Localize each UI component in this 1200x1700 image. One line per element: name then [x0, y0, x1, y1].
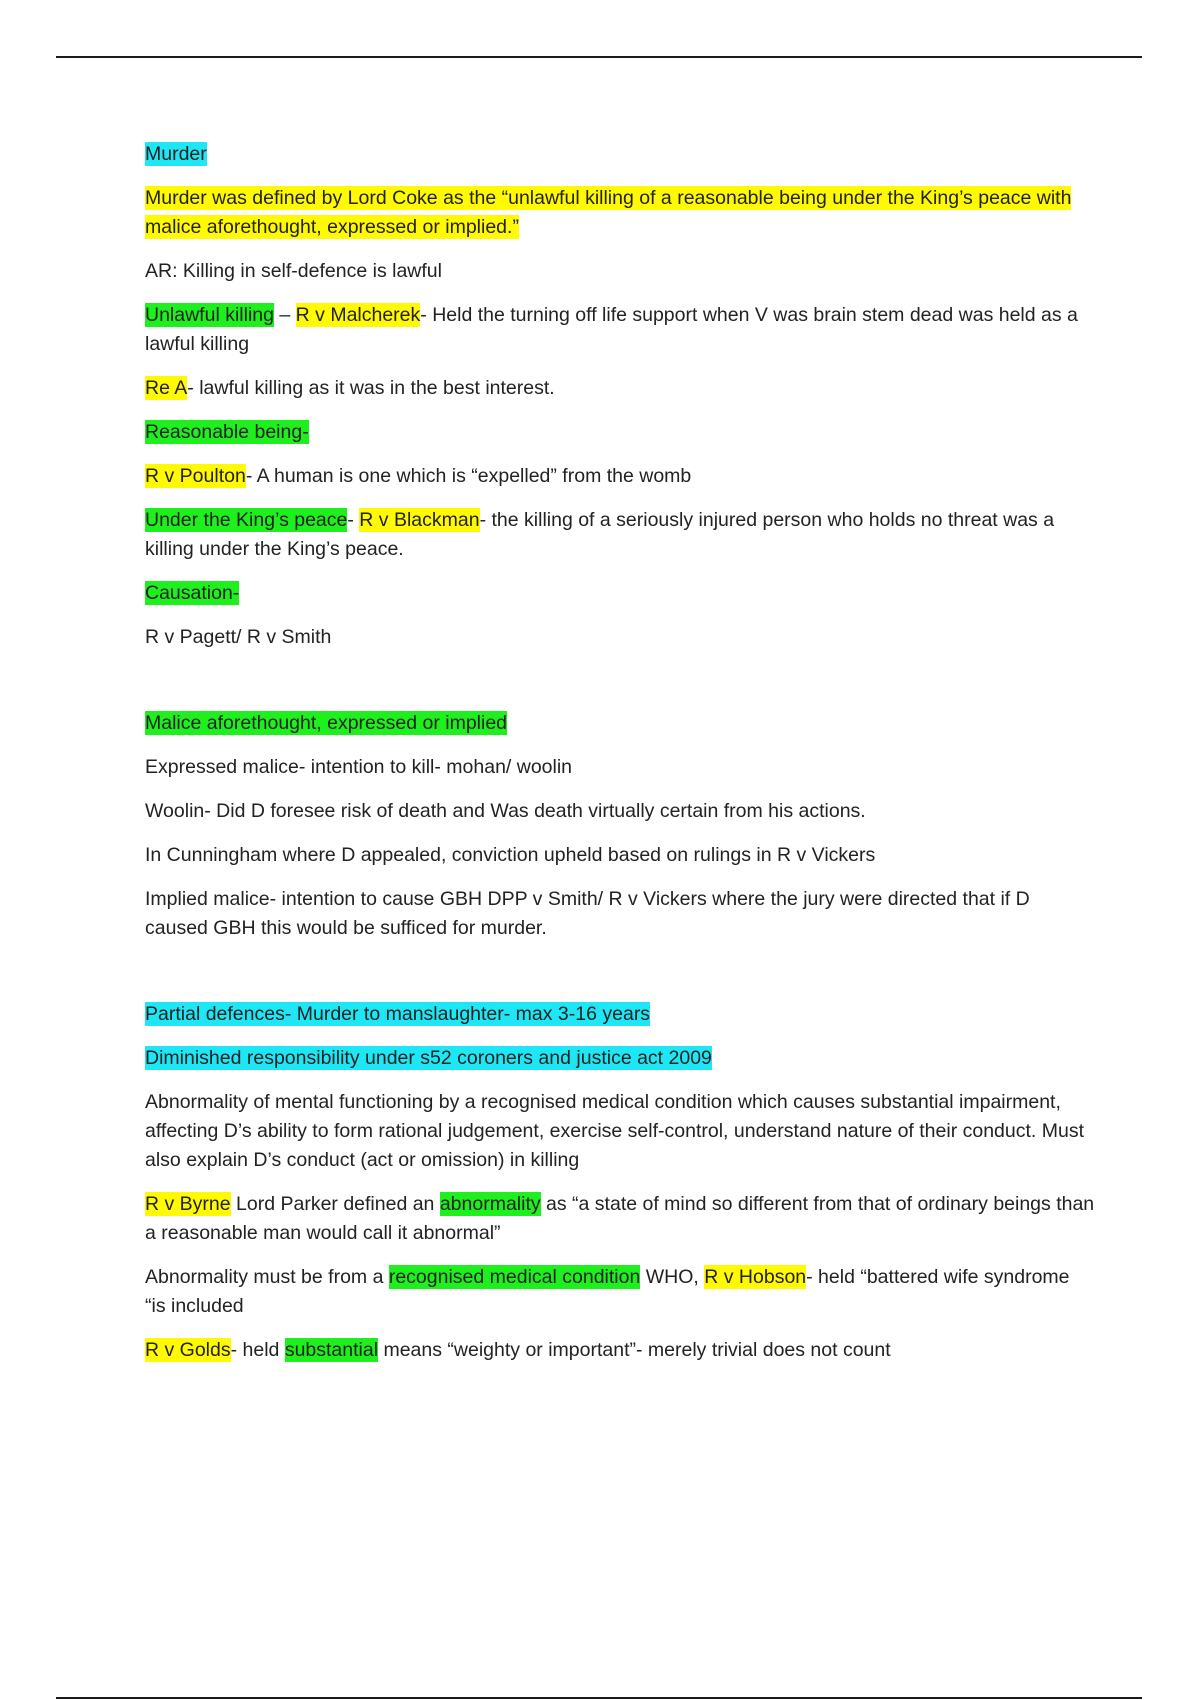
implied-malice: Implied malice- intention to cause GBH DPP v Smith/ R v Vickers where the jury were directed that if D caused GBH this would be sufficed for murder. [145, 888, 1030, 939]
murder-heading [145, 140, 1095, 169]
poulton-case: R v Poulton [145, 465, 246, 487]
re-a-paragraph [145, 374, 1095, 403]
unlawful-killing-label: Unlawful killing [145, 304, 274, 326]
partial-defences-heading [145, 1000, 1095, 1029]
reasonable-being-text: Reasonable being- [145, 421, 309, 443]
coke-definition-text: Murder was defined by Lord Coke as the “unlawful killing of a reasonable being under the King’s peace with malice aforethought, expressed or implied.” [145, 187, 1072, 238]
blackman-text: - the killing of a seriously injured person who holds no threat was a killing under the King’s peace. [145, 509, 1055, 560]
unlawful-killing-sep: – [273, 304, 296, 326]
byrne-text-1: Lord Parker defined an [230, 1193, 440, 1215]
medical-condition-term: recognised medical condition [388, 1266, 641, 1288]
footer-rule [56, 1697, 1142, 1699]
golds-paragraph [145, 1336, 1095, 1365]
golds-case: R v Golds [145, 1339, 231, 1361]
hobson-text-1: Abnormality must be from a [145, 1266, 389, 1288]
diminished-heading-text: Diminished responsibility under s52 coroners and justice act 2009 [145, 1047, 712, 1069]
abnormality-paragraph: Abnormality of mental functioning by a recognised medical condition which causes substantial impairment, affecting D’s ability to form rational judgement, exercise self-control, understand nature of their conduct. Must also explain D’s conduct (act or omission) in killing [145, 1091, 1085, 1171]
spacer [145, 667, 1095, 709]
kings-peace-sep: - [347, 509, 360, 531]
poulton-paragraph [145, 462, 1095, 491]
substantial-term: substantial [284, 1339, 379, 1361]
document-body [145, 140, 1095, 1380]
hobson-text-2: WHO, [640, 1266, 705, 1288]
kings-peace-label: Under the King’s peace [145, 509, 348, 531]
diminished-heading [145, 1044, 1095, 1073]
malcherek-text: - Held the turning off life support when V was brain stem dead was held as a lawful killing [145, 304, 1078, 355]
poulton-text: - A human is one which is “expelled” from the womb [245, 465, 692, 487]
causation-heading [145, 579, 1095, 608]
byrne-case: R v Byrne [145, 1193, 231, 1215]
kings-peace-paragraph [145, 506, 1095, 564]
golds-text-2: means “weighty or important”- merely trivial does not count [378, 1339, 891, 1361]
causation-cases: R v Pagett/ R v Smith [145, 626, 332, 648]
cunningham-paragraph: In Cunningham where D appealed, conviction upheld based on rulings in R v Vickers [145, 844, 876, 866]
byrne-text-2: as “a state of mind so different from that of ordinary beings than a reasonable man would call it abnormal” [145, 1193, 1095, 1244]
hobson-text-3: - held “battered wife syndrome “is included [145, 1266, 1070, 1317]
malice-heading-text: Malice aforethought, expressed or implied [145, 712, 508, 734]
abnormality-term: abnormality [439, 1193, 541, 1215]
expressed-malice: Expressed malice- intention to kill- mohan/ woolin [145, 756, 573, 778]
unlawful-killing-paragraph [145, 301, 1095, 359]
partial-defences-text: Partial defences- Murder to manslaughter- max 3-16 years [145, 1003, 651, 1025]
re-a-case: Re A [145, 377, 188, 399]
golds-text-1: - held [230, 1339, 285, 1361]
hobson-paragraph [145, 1263, 1095, 1321]
woolin-paragraph: Woolin- Did D foresee risk of death and Was death virtually certain from his actions. [145, 800, 866, 822]
byrne-paragraph [145, 1190, 1095, 1248]
coke-definition [145, 184, 1095, 242]
hobson-case: R v Hobson [704, 1266, 807, 1288]
re-a-text: - lawful killing as it was in the best interest. [187, 377, 555, 399]
causation-heading-text: Causation- [145, 582, 240, 604]
malice-heading [145, 709, 1095, 738]
spacer [145, 958, 1095, 1000]
malcherek-case: R v Malcherek [295, 304, 421, 326]
blackman-case: R v Blackman [359, 509, 480, 531]
murder-heading-text: Murder [145, 143, 207, 165]
header-rule [56, 56, 1142, 58]
reasonable-being-heading [145, 418, 1095, 447]
ar-line: AR: Killing in self-defence is lawful [145, 260, 442, 282]
